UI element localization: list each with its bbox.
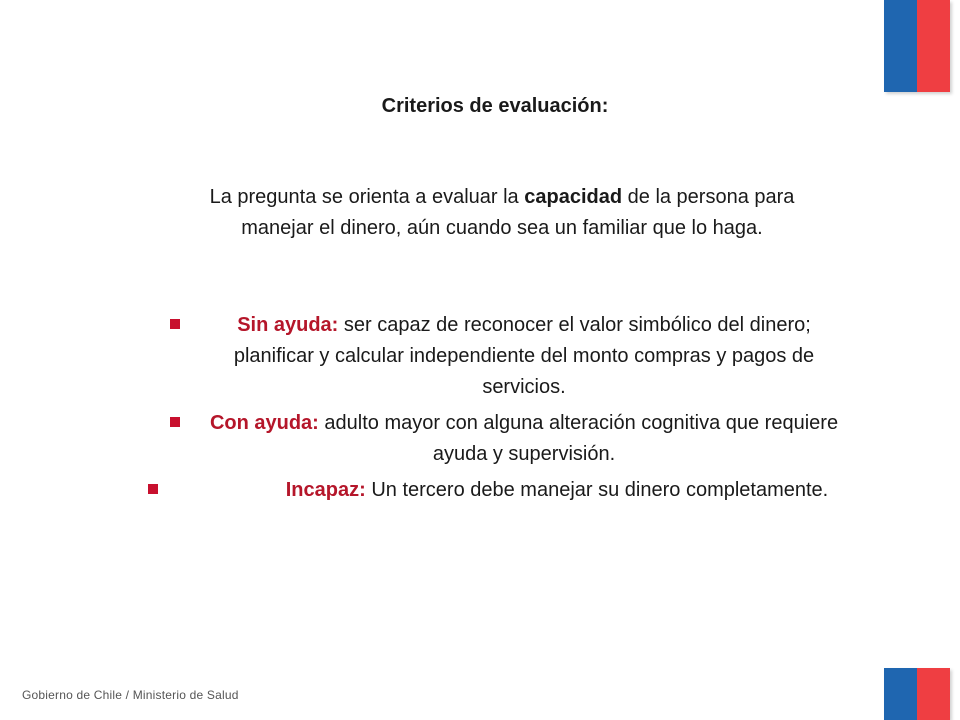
criteria-term: Sin ayuda:: [237, 314, 339, 336]
criteria-list: [150, 310, 850, 511]
chile-flag-logo-top: [884, 0, 950, 92]
flag-blue-stripe: [884, 0, 917, 92]
criteria-item-con-ayuda: [150, 408, 850, 470]
intro-paragraph: [172, 182, 832, 244]
criteria-term: Con ayuda:: [209, 412, 319, 434]
flag-red-stripe: [917, 0, 950, 92]
flag-blue-stripe: [884, 668, 917, 720]
flag-red-stripe: [917, 668, 950, 720]
square-bullet-icon: [170, 417, 180, 427]
criteria-item-sin-ayuda: [150, 310, 850, 403]
criteria-description: ser capaz de reconocer el valor simbólico del dinero; planificar y calcular independiente del monto compras y pagos de servicios.: [233, 314, 815, 398]
intro-text-after: de la persona para manejar el dinero, aún cuando sea un familiar que lo haga.: [241, 186, 795, 239]
chile-flag-logo-bottom: [884, 668, 950, 720]
slide-title: Criterios de evaluación:: [381, 95, 609, 117]
criteria-term: Incapaz:: [285, 479, 366, 501]
square-bullet-icon: [170, 319, 180, 329]
footer-ministry-label: Gobierno de Chile / Ministerio de Salud: [22, 688, 239, 702]
criteria-description: Un tercero debe manejar su dinero completamente.: [365, 479, 829, 501]
intro-text-before: La pregunta se orienta a evaluar la: [209, 186, 525, 208]
intro-emphasis: capacidad: [524, 186, 623, 208]
criteria-description: adulto mayor con alguna alteración cognitiva que requiere ayuda y supervisión.: [318, 412, 839, 465]
square-bullet-icon: [148, 484, 158, 494]
criteria-item-incapaz: [146, 475, 922, 506]
